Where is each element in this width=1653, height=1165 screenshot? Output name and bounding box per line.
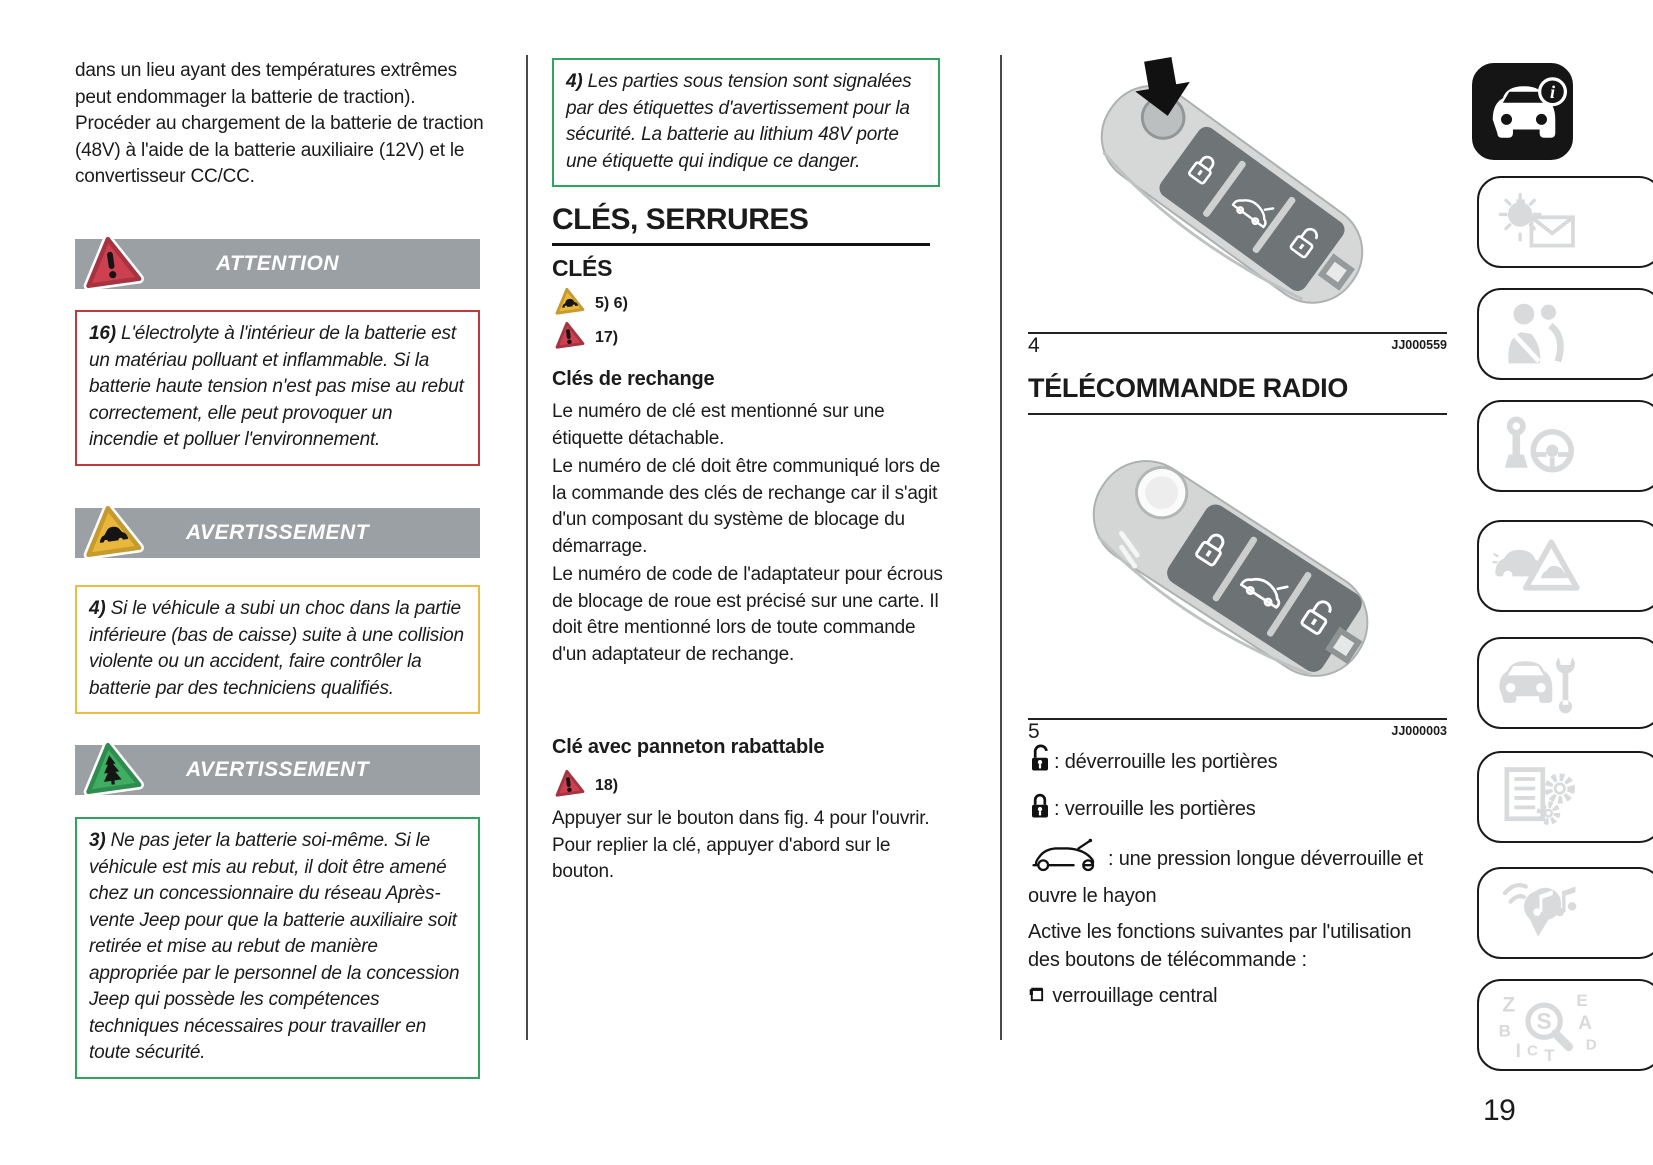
avertissement-bar-green <box>75 745 480 795</box>
paragraph: Le numéro de clé doit être communiqué lors de la commande des clés de rechange car il s'agit d'un composant du système de blocage du démarrage. <box>552 456 941 557</box>
sidebar-tab-maintenance[interactable] <box>1477 637 1653 729</box>
yellow-triangle-car-icon <box>552 286 585 321</box>
remote-functions <box>1028 743 1448 1019</box>
avertissement-bar-yellow <box>75 508 480 558</box>
spare-keys-text <box>552 399 952 668</box>
note-text: Si le véhicule a subi un choc dans la partie inférieure (bas de caisse) suite à une collision violente ou un accident, faire contrôler la batterie par des techniciens qualifiés. <box>89 598 464 699</box>
note-ref: 3) <box>89 830 106 851</box>
attention-bar <box>75 239 480 289</box>
sidebar-tab-safety[interactable] <box>1477 288 1653 380</box>
note-text: Les parties sous tension sont signalées par des étiquettes d'avertissement pour la sécurité. La batterie au lithium 48V porte une étiquette qui indique ce danger. <box>566 71 912 172</box>
svg-text:I: I <box>1515 1041 1521 1063</box>
yellow-triangle-car-icon <box>79 501 143 566</box>
svg-text:D: D <box>1585 1036 1597 1054</box>
figure-code: JJ000559 <box>1391 338 1447 352</box>
function-row <box>1028 743 1448 782</box>
spare-keys-heading: Clés de rechange <box>552 368 715 390</box>
svg-text:T: T <box>1544 1046 1555 1063</box>
red-triangle-exclamation-icon <box>79 232 143 297</box>
music-pin-icon <box>1491 878 1587 948</box>
figure-code: JJ000003 <box>1391 724 1447 738</box>
green-triangle-tree-icon <box>79 738 143 803</box>
sidebar-tab-vehicle-info[interactable] <box>1472 63 1573 160</box>
tension-note-box <box>552 58 940 187</box>
column-divider <box>1000 55 1002 1040</box>
intro-paragraph: dans un lieu ayant des températures extrêmes peut endommager la batterie de traction). Procéder au chargement de la batterie de traction (48V) à l'aide de la batterie auxiliaire (12V) et le convertisseur CC/CC. <box>75 60 484 187</box>
unlock-icon <box>1028 743 1052 782</box>
function-row <box>1028 790 1448 829</box>
paragraph: Le numéro de clé est mentionné sur une étiquette détachable. <box>552 401 885 449</box>
square-bullet-icon <box>1028 983 1045 1011</box>
right-column <box>1028 55 1448 1055</box>
warning-ref-row <box>552 768 618 803</box>
page-number: 19 <box>1483 1094 1516 1127</box>
figure-number: 4 <box>1028 334 1040 357</box>
svg-text:S: S <box>1536 1007 1552 1034</box>
sidebar-tab-multimedia[interactable] <box>1477 867 1653 959</box>
warning-ref-row <box>552 286 628 321</box>
svg-text:A: A <box>1578 1012 1592 1034</box>
svg-text:C: C <box>1527 1042 1538 1060</box>
avertissement-note-box-green <box>75 817 480 1079</box>
function-text: : verrouille les portières <box>1054 797 1256 820</box>
function-row <box>1028 837 1448 910</box>
car-info-icon <box>1478 75 1570 149</box>
car-warning-triangle-icon <box>1491 531 1587 601</box>
figure-caption <box>1028 720 1447 744</box>
function-text: : déverrouille les portières <box>1054 750 1278 773</box>
note-text: L'électrolyte à l'intérieur de la batterie est un matériau polluant et inflammable. Si la batterie haute tension n'est pas mise au rebut correctement, elle peut provoquer un incendie et polluer l'environnement. <box>89 323 464 450</box>
note-ref: 16) <box>89 323 116 344</box>
svg-text:i: i <box>1549 81 1556 102</box>
sidebar-tab-alphabetical-index[interactable] <box>1477 979 1653 1071</box>
attention-note-box <box>75 310 480 466</box>
figure-number: 5 <box>1028 720 1040 743</box>
sun-envelope-icon <box>1491 189 1587 255</box>
svg-text:E: E <box>1576 991 1588 1011</box>
middle-column <box>552 58 943 1048</box>
red-triangle-exclamation-icon <box>552 768 585 803</box>
warning-ref-row <box>552 320 618 355</box>
column-divider <box>526 55 528 1040</box>
flip-key-text: Appuyer sur le bouton dans fig. 4 pour l'ouvrir. Pour replier la clé, appuyer d'abord sur le bouton. <box>552 808 930 882</box>
bullet-text: verrouillage central <box>1052 985 1218 1007</box>
function-text: : une pression longue déverrouille et ouvre le hayon <box>1028 847 1424 907</box>
seatbelt-airbag-icon <box>1491 299 1587 369</box>
warning-ref-label: 17) <box>595 328 619 346</box>
remote-key-figure-image <box>1028 423 1428 713</box>
car-wrench-icon <box>1491 648 1587 718</box>
red-triangle-exclamation-icon <box>552 320 585 355</box>
flip-key-figure-image <box>1028 55 1428 327</box>
warning-bar-title: ATTENTION <box>215 252 340 275</box>
warning-bar-title: AVERTISSEMENT <box>185 521 370 544</box>
tailgate-open-icon <box>1028 837 1106 882</box>
subsection-title: CLÉS <box>552 255 613 281</box>
note-ref: 4) <box>566 71 583 92</box>
section-title: CLÉS, SERRURES <box>552 203 930 246</box>
telecommande-title: TÉLÉCOMMANDE RADIO <box>1028 373 1447 415</box>
spec-list-gears-icon <box>1491 762 1587 832</box>
index-search-icon <box>1491 987 1601 1063</box>
sidebar-tab-starting-driving[interactable] <box>1477 400 1653 492</box>
key-steering-wheel-icon <box>1491 411 1587 481</box>
svg-text:Z: Z <box>1502 993 1516 1017</box>
sidebar-tab-emergency[interactable] <box>1477 520 1653 612</box>
left-column <box>75 58 484 1063</box>
figure-caption <box>1028 334 1447 358</box>
warning-bar-title: AVERTISSEMENT <box>185 758 370 781</box>
lock-icon <box>1028 790 1052 829</box>
note-ref: 4) <box>89 598 106 619</box>
sidebar-tab-technical-data[interactable] <box>1477 751 1653 843</box>
sidebar-tab-lights-messages[interactable] <box>1477 176 1653 268</box>
warning-ref-label: 18) <box>595 776 619 794</box>
svg-text:B: B <box>1498 1021 1511 1041</box>
bullet-row <box>1028 982 1448 1011</box>
paragraph: Le numéro de code de l'adaptateur pour écrous de blocage de roue est précisé sur une carte. Il doit être mentionné lors de toute commande d'un adaptateur de rechange. <box>552 564 943 665</box>
note-text: Ne pas jeter la batterie soi-même. Si le véhicule est mis au rebut, il doit être amené chez un concessionnaire du réseau Après-vente Jeep pour que la batterie auxiliaire soit retirée et mise au rebut de manière appropriée par le personnel de la concession Jeep qui possède les compétences techniques nécessaires pour travailler en toute sécurité. <box>89 830 460 1063</box>
figure-4 <box>1028 55 1447 358</box>
avertissement-note-box-yellow <box>75 585 480 714</box>
warning-ref-label: 5) 6) <box>595 294 628 312</box>
flip-key-heading: Clé avec panneton rabattable <box>552 736 825 758</box>
figure-5 <box>1028 423 1447 744</box>
activate-text: Active les fonctions suivantes par l'utilisation des boutons de télécommande : <box>1028 921 1412 971</box>
